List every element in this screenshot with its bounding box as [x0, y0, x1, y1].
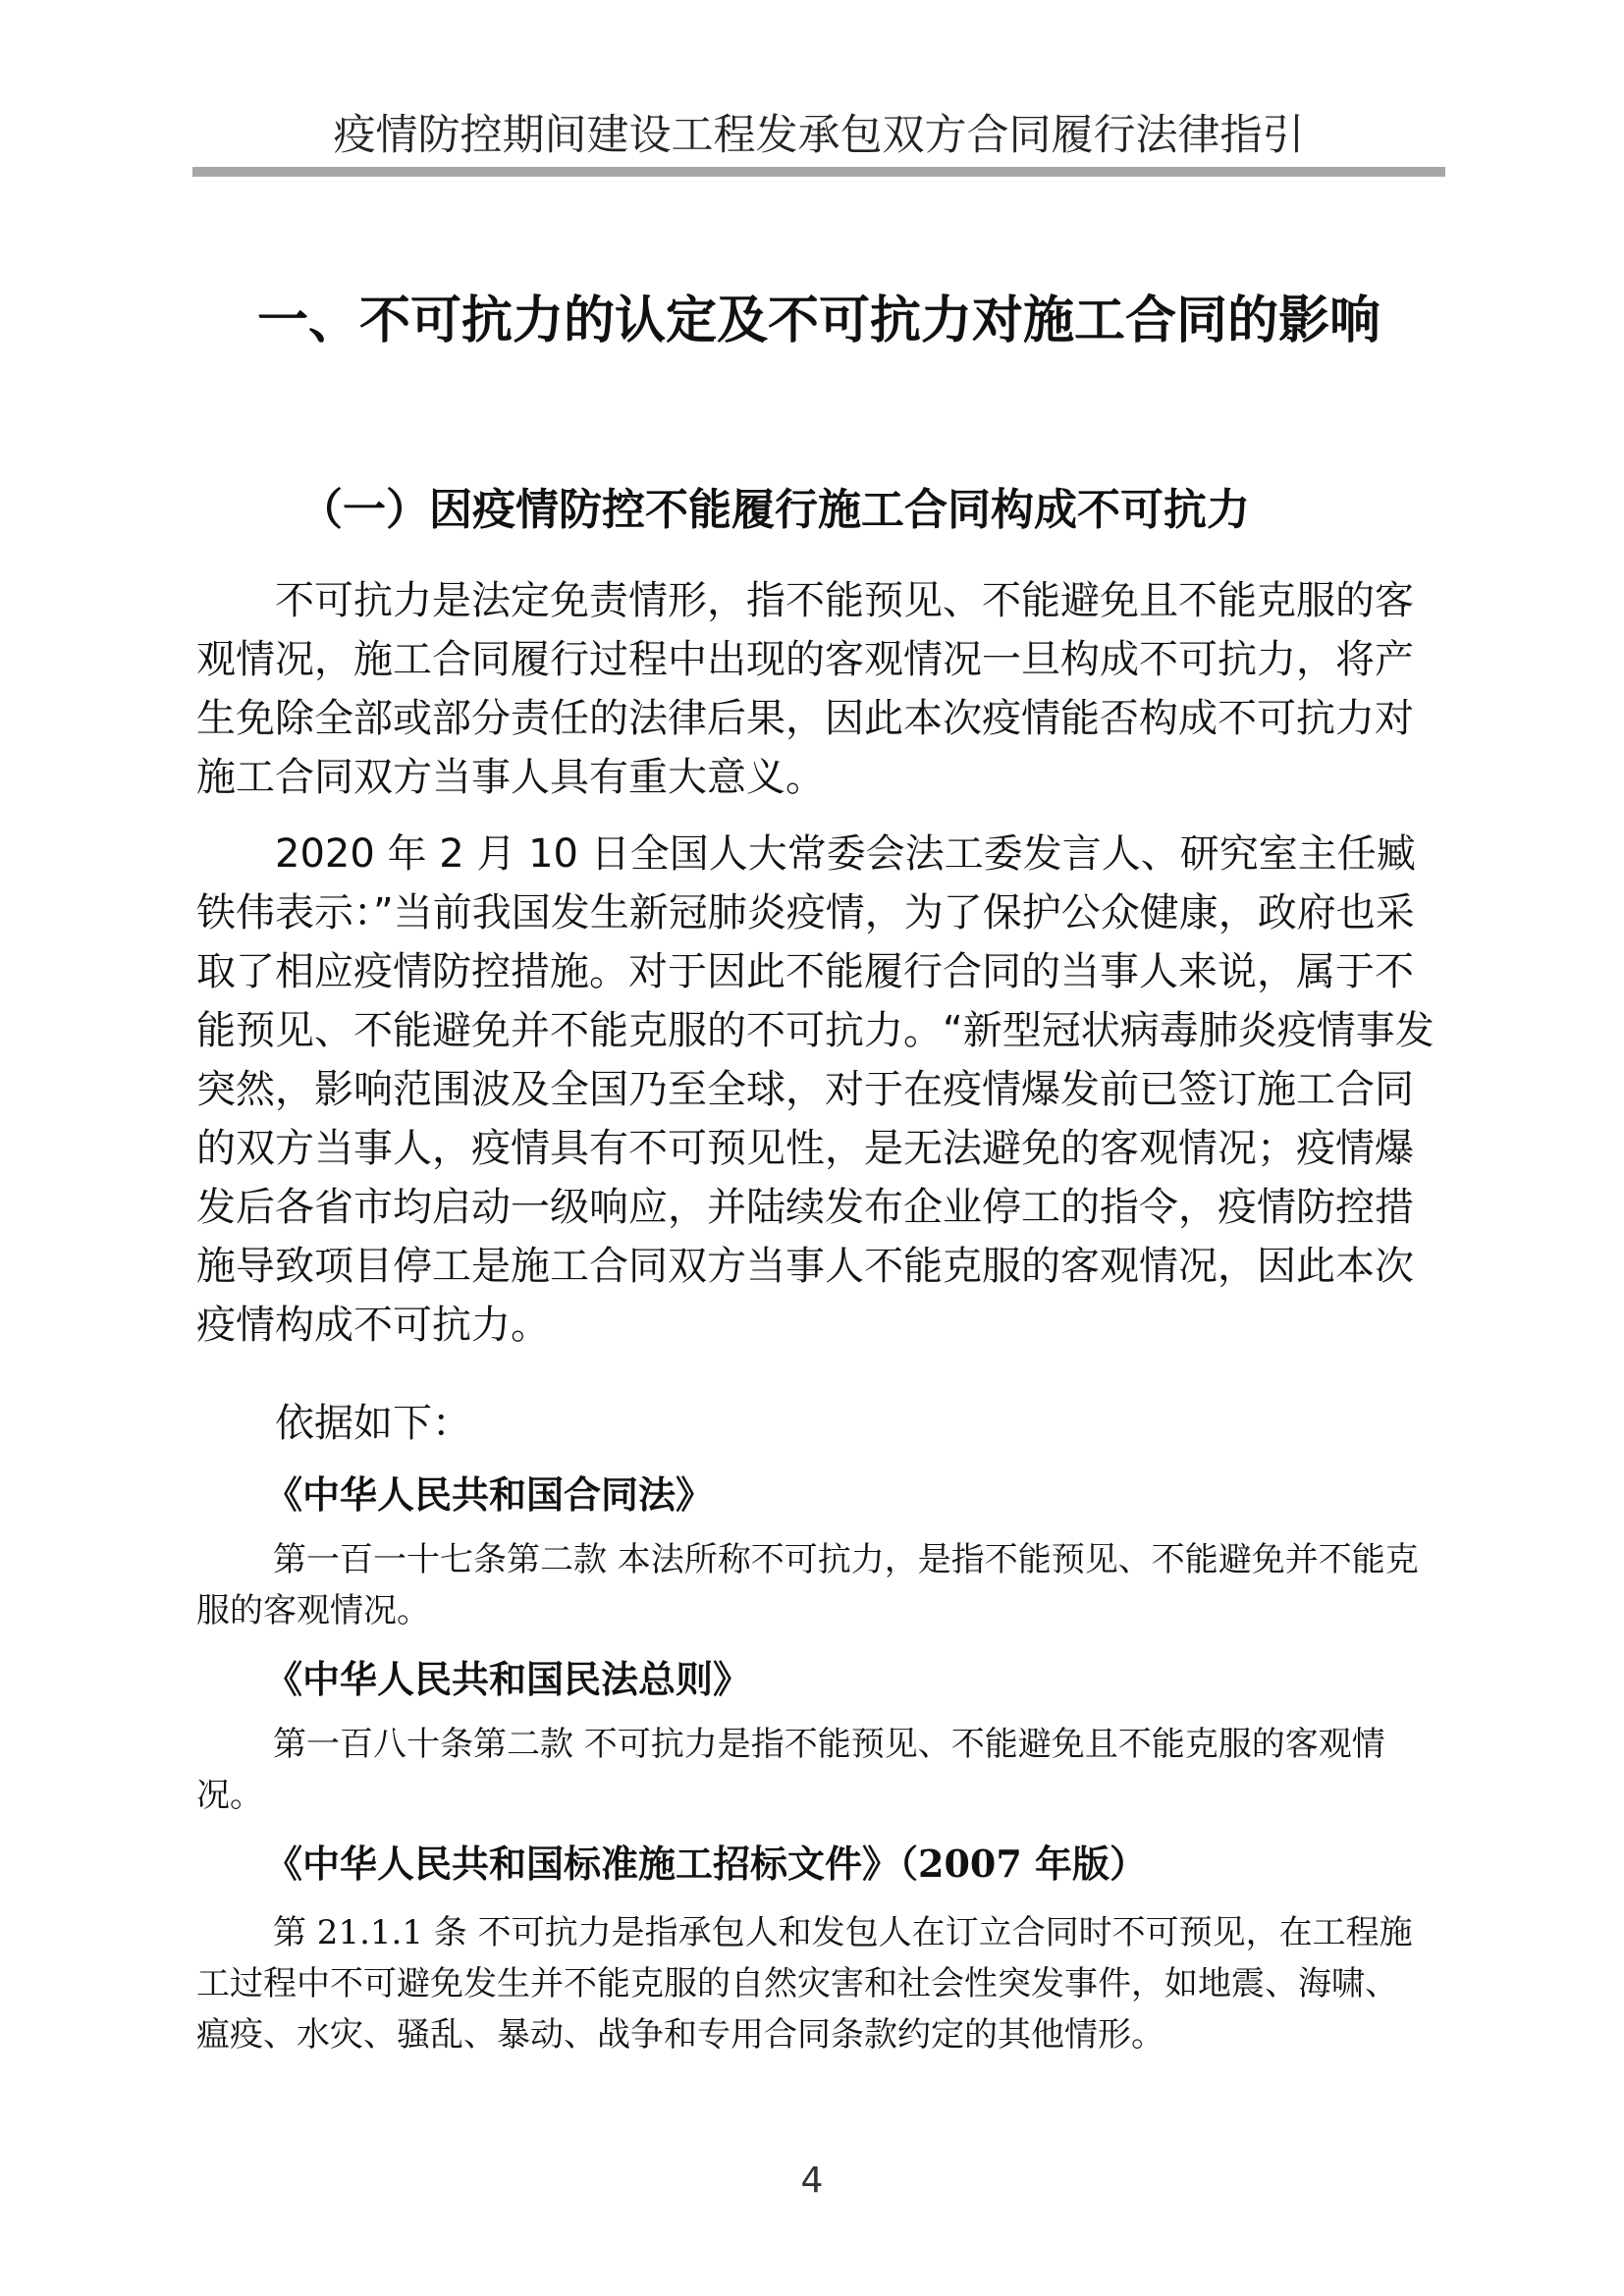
body-paragraph: 不可抗力是法定免责情形，指不能预见、不能避免且不能克服的客观情况，施工合同履行过程中出现的客观情况一旦构成不可抗力，将产生免除全部或部分责任的法律后果，因此本次疫情能否构成不可抗力对施工合同双方当事人具有重大意义。	[196, 578, 1414, 800]
law-title: 《中华人民共和国标准施工招标文件》（2007 年版）	[265, 1842, 1147, 1886]
law-title: 《中华人民共和国民法总则》	[265, 1657, 751, 1701]
law-title: 《中华人民共和国合同法》	[265, 1472, 714, 1517]
body-paragraph-basis: 依据如下：	[275, 1401, 471, 1446]
page-number: 4	[800, 2161, 824, 2201]
subsection-title: （一）因疫情防控不能履行施工合同构成不可抗力	[299, 485, 1250, 535]
page-header-title: 疫情防控期间建设工程发承包双方合同履行法律指引	[333, 111, 1305, 160]
body-paragraph: 2020 年 2 月 10 日全国人大常委会法工委发言人、研究室主任臧铁伟表示：”当前我国发生新冠肺炎疫情，为了保护公众健康，政府也采取了相应疫情防控措施。对于因此不能履行合同的当事人来说，属于不能预见、不能避免并不能克服的不可抗力。“新型冠状病毒肺炎疫情事发突然，影响范围波及全国乃至全球，对于在疫情爆发前已签订施工合同的双方当事人，疫情具有不可预见性，是无法避免的客观情况；疫情爆发后各省市均启动一级响应，并陆续发布企业停工的指令，疫情防控措施导致项目停工是施工合同双方当事人不能克服的客观情况，因此本次疫情构成不可抗力。	[196, 831, 1435, 1348]
section-title: 一、不可抗力的认定及不可抗力对施工合同的影响	[256, 292, 1380, 350]
header-rule	[192, 167, 1445, 177]
law-article: 第一百一十七条第二款 本法所称不可抗力，是指不能预见、不能避免并不能克服的客观情况。	[196, 1540, 1419, 1630]
law-article: 第一百八十条第二款 不可抗力是指不能预见、不能避免且不能克服的客观情况。	[196, 1725, 1385, 1815]
law-article: 第 21.1.1 条 不可抗力是指承包人和发包人在订立合同时不可预见，在工程施工过程中不可避免发生并不能克服的自然灾害和社会性突发事件，如地震、海啸、瘟疫、水灾、骚乱、暴动、战争和专用合同条款约定的其他情形。	[196, 1913, 1413, 2055]
